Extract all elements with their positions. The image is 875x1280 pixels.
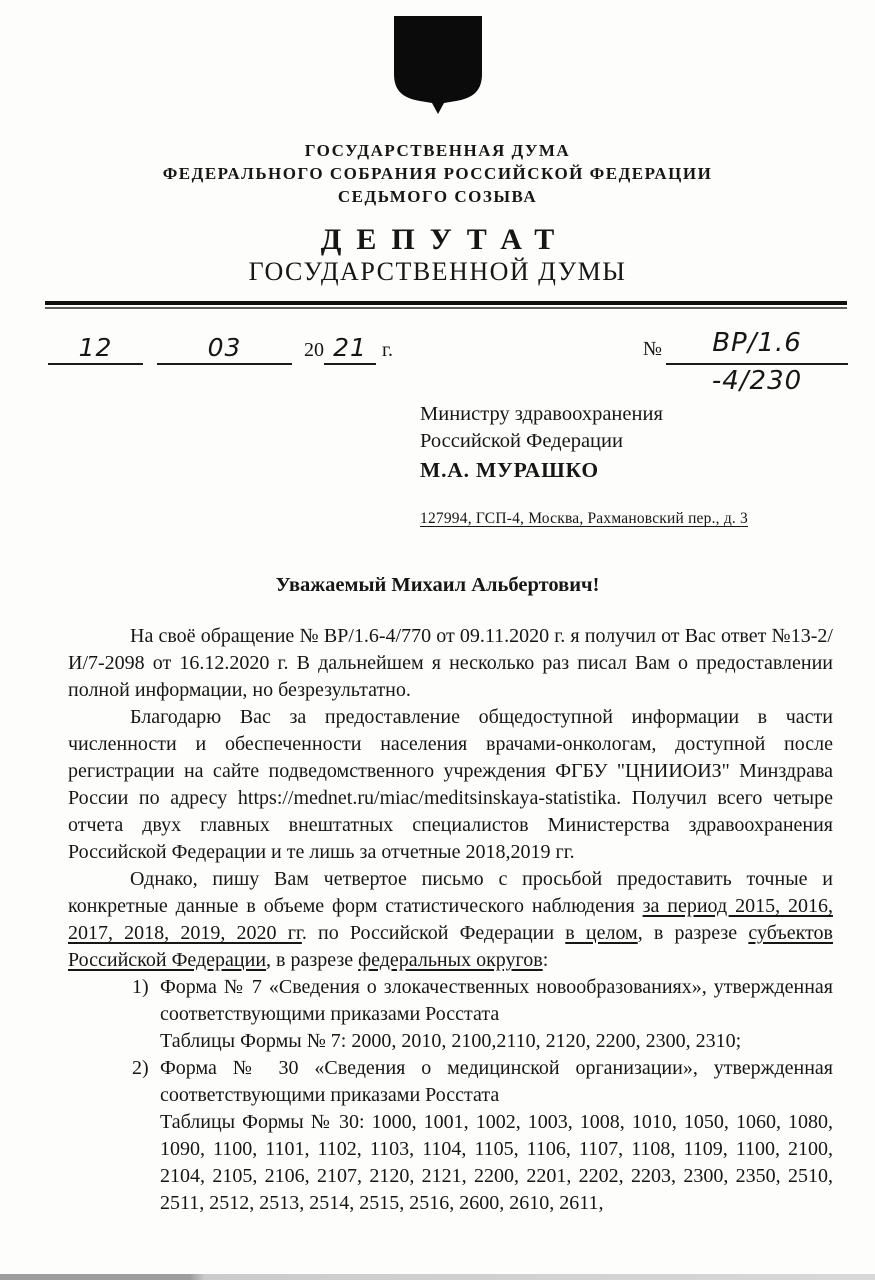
paragraph-2: Благодарю Вас за предоставление общедоступной информации в части численности и обеспеченности населения врачами-онкологам, доступной после регистрации на сайте подведомственного учреждения ФГБУ "ЦНИИОИЗ" Минздрава России по адресу https://mednet.ru/miac/meditsinskaya-statistika. Получил всего четыре отчета двух главных внештатных специалистов Министерства здравоохранения Российской Федерации и те лишь за отчетные 2018,2019 гг. (68, 706, 833, 863)
list-item-2-marker: 2) (132, 1057, 149, 1079)
addressee-line-2: Российской Федерации (420, 430, 623, 452)
list-item-2 (68, 1055, 833, 1217)
deputy-title-line2: ГОСУДАРСТВЕННОЙ ДУМЫ (248, 257, 627, 286)
salutation: Уважаемый Михаил Альбертович! (275, 574, 600, 596)
list-item-2-text: Форма № 30 «Сведения о медицинской организации», утвержденная соответствующими приказами Росстата (160, 1057, 833, 1106)
deputy-title-line1: ДЕПУТАТ (320, 223, 570, 256)
addressee-block (420, 401, 875, 532)
addressee-name: М.А. МУРАШКО (420, 458, 599, 482)
list-item-1-tables: Таблицы Формы № 7: 2000, 2010, 2100,2110, 2120, 2200, 2300, 2310; (160, 1030, 742, 1052)
org-name-block (0, 139, 875, 208)
letterhead (0, 0, 875, 119)
year-suffix-label: г. (382, 339, 393, 361)
letter-body (68, 623, 833, 1217)
date-day-field: 12 (48, 333, 143, 365)
date-fields (48, 333, 393, 365)
date-year-field: 21 (324, 333, 376, 365)
year-printed-prefix: 20 (304, 339, 324, 361)
list-item-1-text: Форма № 7 «Сведения о злокачественных новообразованиях», утвержденная соответствующими приказами Росстата (160, 976, 833, 1025)
shield-emblem-icon (394, 101, 482, 118)
list-item-1-marker: 1) (132, 976, 149, 998)
addressee-line-1: Министру здравоохранения (420, 403, 663, 425)
outgoing-number (642, 325, 848, 396)
paragraph-1: На своё обращение № ВР/1.6-4/770 от 09.11.2020 г. я получил от Вас ответ №13-2/И/7-2098 от 16.12.2020 г. В дальнейшем я несколько раз писал Вам о предоставлении полной информации, но безрезультатно. (68, 625, 833, 701)
number-sign-label: № (642, 338, 662, 360)
paragraph-3: Однако, пишу Вам четвертое письмо с просьбой предоставить точные и конкретные данные в объеме форм статистического наблюдения за период 2015, 2016, 2017, 2018, 2019, 2020 гг. по Российской Федерации в целом, в разрезе субъектов Российской Федерации, в разрезе федеральных округов: (68, 868, 833, 971)
scan-bottom-edge (0, 1274, 875, 1280)
list-item-1 (68, 974, 833, 1055)
org-line-2: ФЕДЕРАЛЬНОГО СОБРАНИЯ РОССИЙСКОЙ ФЕДЕРАЦИИ (162, 164, 713, 183)
date-number-line (48, 325, 848, 396)
addressee-address: 127994, ГСП-4, Москва, Рахмановский пер., д. 3 (420, 510, 749, 527)
org-line-3: СЕДЬМОГО СОЗЫВА (337, 187, 538, 206)
list-item-2-tables: Таблицы Формы № 30: 1000, 1001, 1002, 1003, 1008, 1010, 1050, 1060, 1080, 1090, 1100, 1101, 1102, 1103, 1104, 1105, 1106, 1107, 1108, 1109, 1100, 2100, 2104, 2105, 2106, 2107, 2120, 2121, 2200, 2201, 2202, 2203, 2300, 2350, 2510, 2511, 2512, 2513, 2514, 2515, 2516, 2600, 2610, 2611, (160, 1111, 833, 1214)
number-value-field (666, 325, 848, 396)
org-line-1: ГОСУДАРСТВЕННАЯ ДУМА (304, 141, 571, 160)
letterhead-divider-rule (45, 301, 847, 309)
number-handwritten-value: ВР/1.6 -4/230 (711, 328, 803, 396)
date-month-field: 03 (157, 333, 292, 365)
